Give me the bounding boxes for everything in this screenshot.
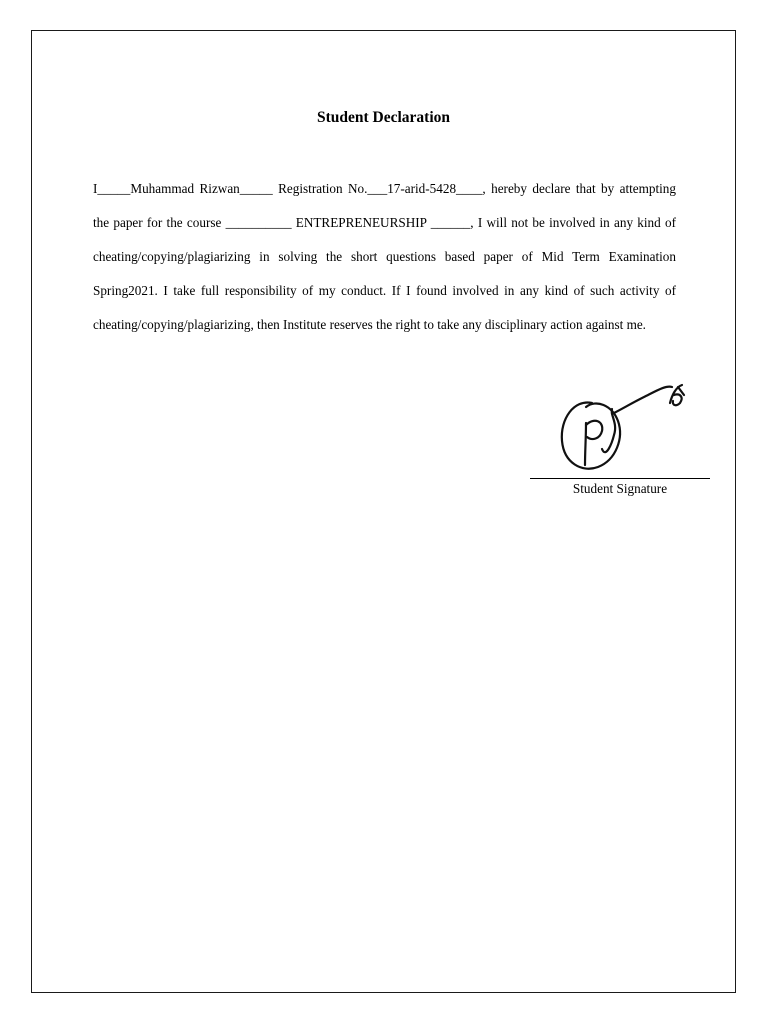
signature-label: Student Signature bbox=[572, 481, 668, 496]
signature-block bbox=[530, 383, 710, 496]
signature-line bbox=[530, 478, 710, 479]
declaration-paragraph: I_____Muhammad Rizwan_____ Registration No.___17-arid-5428____, hereby declare that by attempting the paper for the course __________ ENTREPRENEURSHIP ______, I will not be involved in any kind of cheating/copying/plagiarizing in solving the short questions based paper of Mid Term Examination Spring2021. I take full responsibility of my conduct. If I found involved in any kind of such activity of cheating/copying/plagiarizing, then Institute reserves the right to take any disciplinary action against me. bbox=[93, 181, 676, 332]
document-title: Student Declaration bbox=[316, 109, 451, 126]
handwritten-signature bbox=[552, 383, 692, 479]
document-page bbox=[31, 30, 736, 993]
